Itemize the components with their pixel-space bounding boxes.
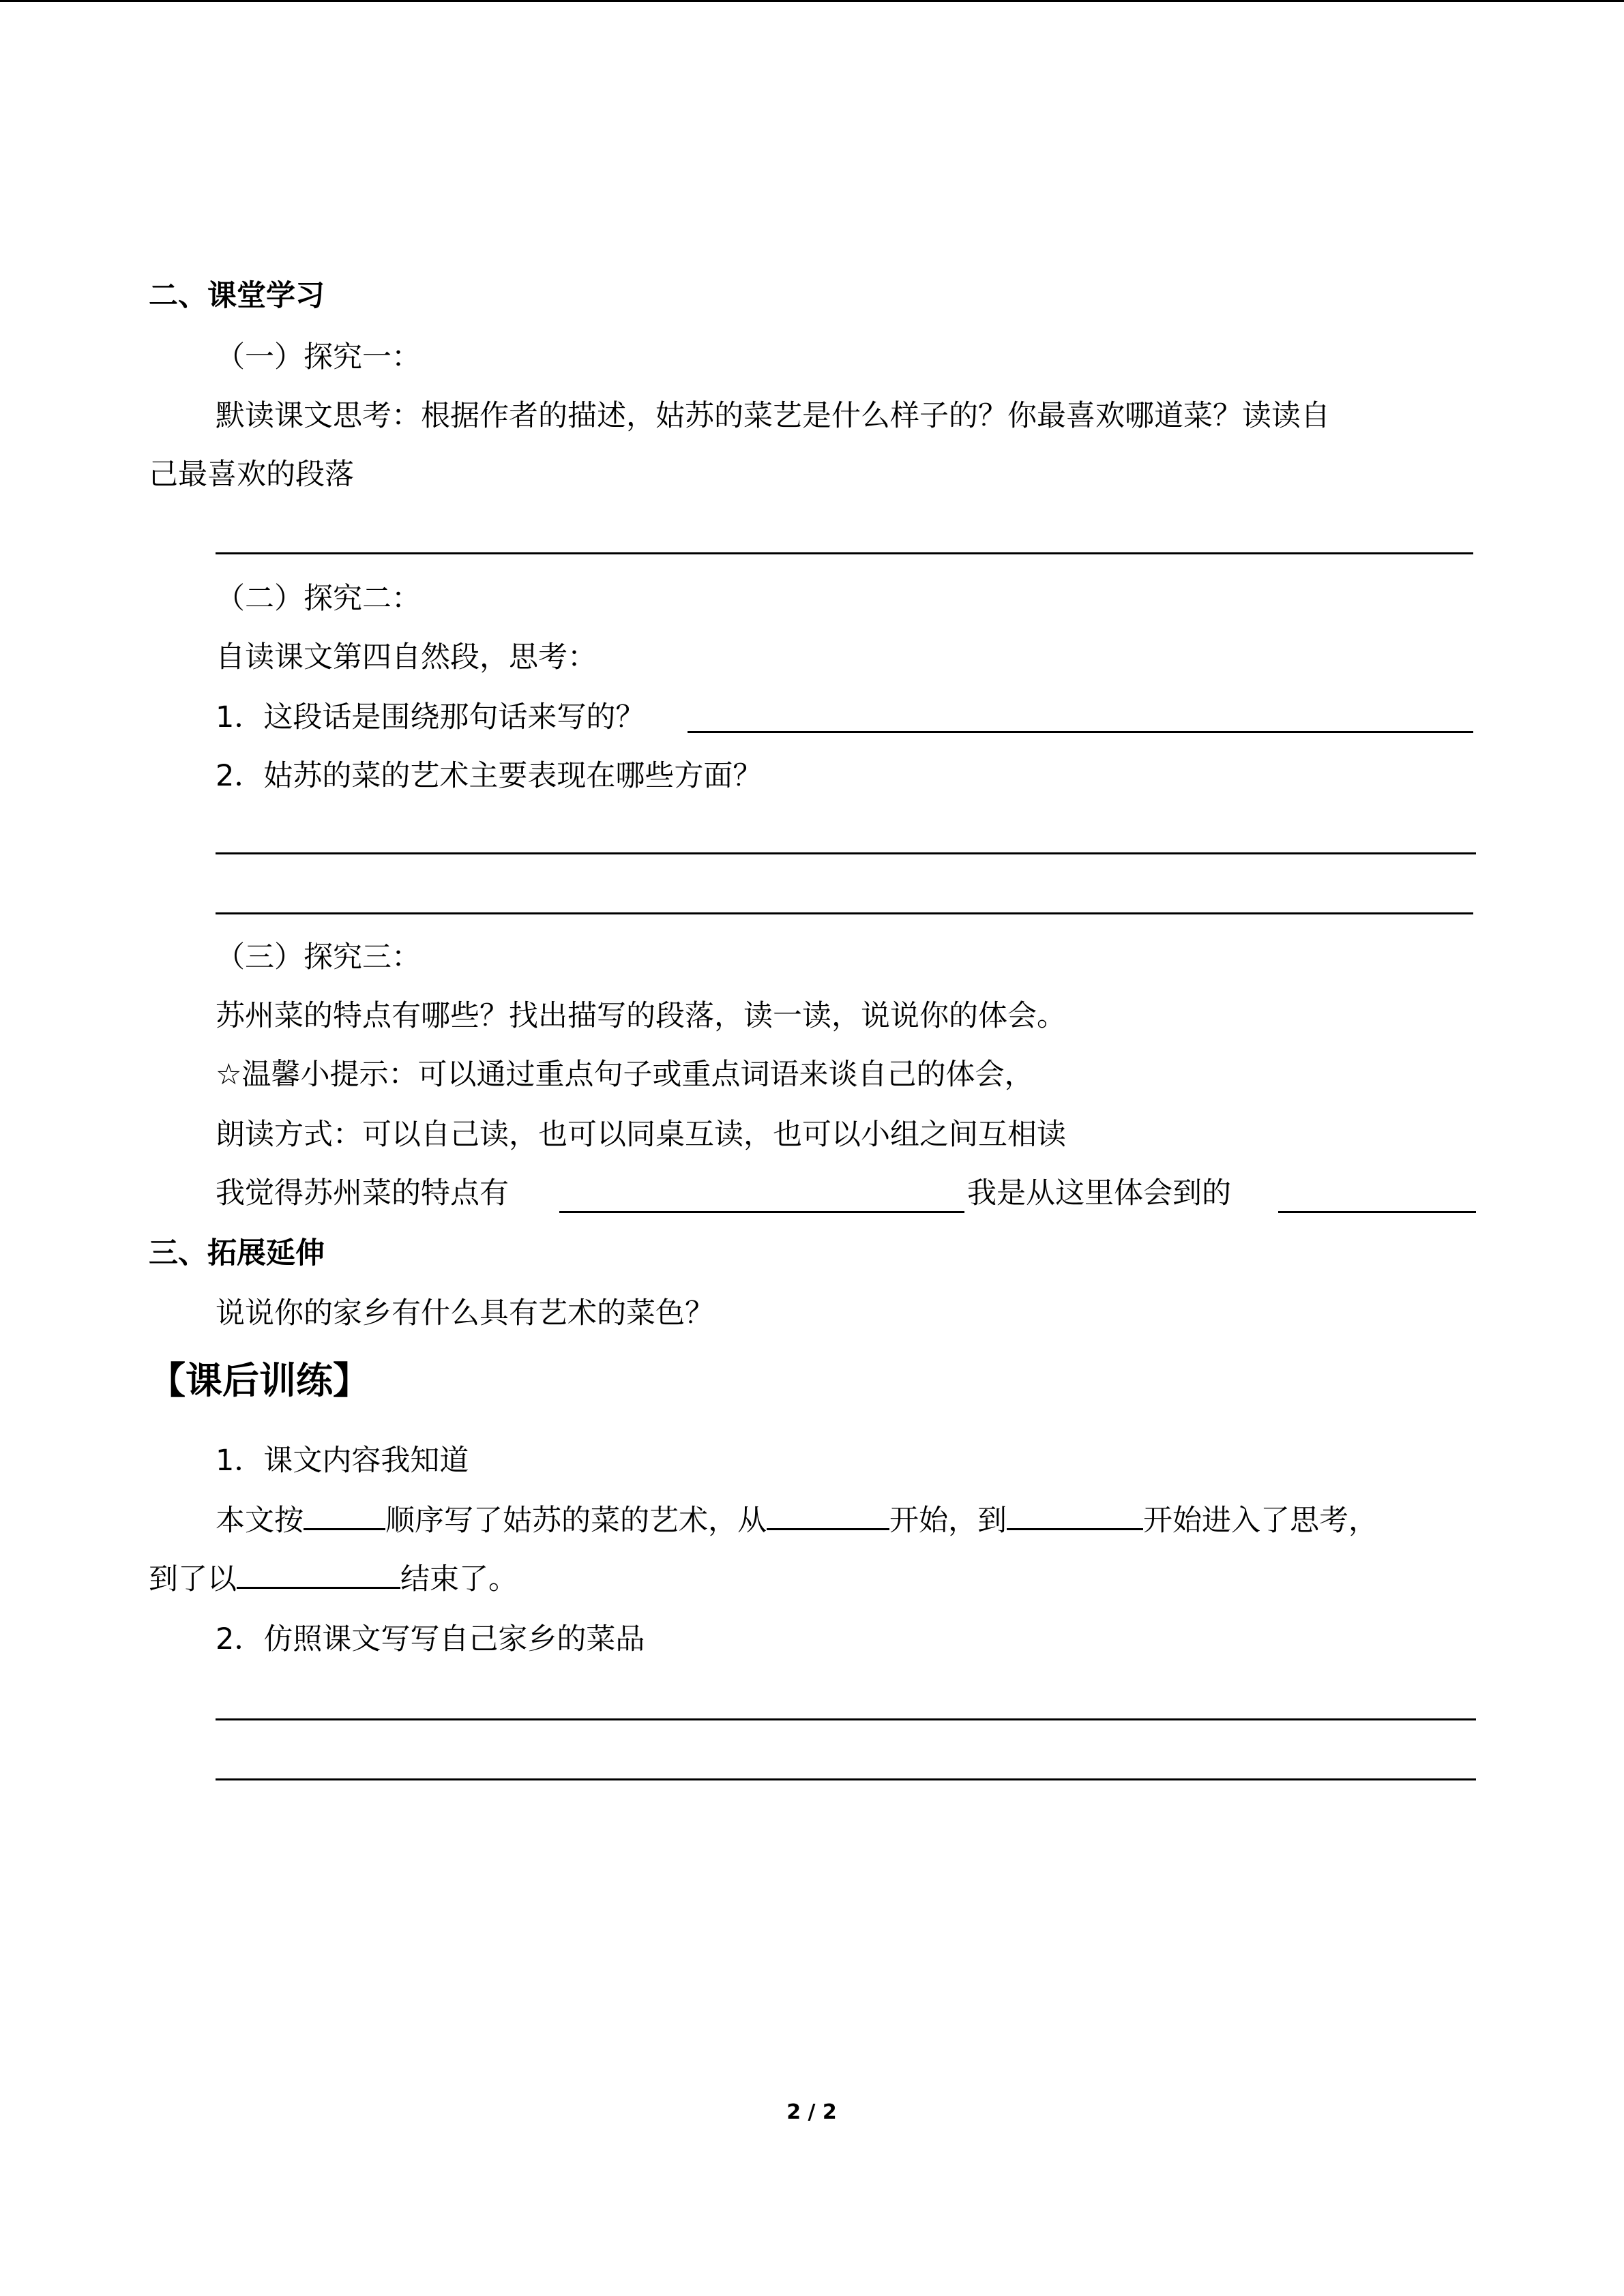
explore3-fill-b: 我是从这里体会到的 — [967, 1176, 1231, 1210]
section-heading-classroom-learning: 二、课堂学习 — [149, 279, 325, 313]
answer-line[interactable] — [216, 1718, 1476, 1720]
explore2-title: （二）探究二： — [216, 582, 421, 616]
fill-blank[interactable] — [237, 1560, 400, 1589]
explore2-question1: 1．这段话是围绕那句话来写的？ — [216, 700, 645, 734]
fill-blank[interactable] — [767, 1501, 889, 1530]
item1-text-part3: 开始，到 — [889, 1504, 1007, 1538]
training-item1-line1 — [216, 1500, 1378, 1541]
answer-line[interactable] — [216, 852, 1476, 854]
item1-text-part6: 结束了。 — [400, 1562, 518, 1596]
extension-question: 说说你的家乡有什么具有艺术的菜色？ — [216, 1296, 714, 1330]
explore1-title: （一）探究一： — [216, 340, 421, 374]
explore3-question: 苏州菜的特点有哪些？找出描写的段落，读一读，说说你的体会。 — [216, 999, 1066, 1033]
section-heading-extension: 三、拓展延伸 — [149, 1236, 325, 1270]
training-item2-title: 2．仿照课文写写自己家乡的菜品 — [216, 1622, 645, 1656]
item1-text-part2: 顺序写了姑苏的菜的艺术，从 — [385, 1504, 767, 1538]
item1-text-part4: 开始进入了思考， — [1143, 1504, 1378, 1538]
fill-blank[interactable] — [1007, 1501, 1143, 1530]
training-item1-line2 — [149, 1559, 518, 1600]
explore3-tip: ☆温馨小提示：可以通过重点句子或重点词语来谈自己的体会， — [216, 1058, 1034, 1092]
item1-text-part1: 本文按 — [216, 1504, 304, 1538]
answer-line[interactable] — [216, 552, 1473, 554]
fill-blank[interactable] — [559, 1211, 964, 1213]
page-number: 2 / 2 — [786, 2100, 837, 2124]
explore3-reading-method: 朗读方式：可以自己读，也可以同桌互读，也可以小组之间互相读 — [216, 1118, 1066, 1152]
top-border — [0, 0, 1624, 2]
training-item1-title: 1．课文内容我知道 — [216, 1444, 469, 1478]
explore3-fill-a: 我觉得苏州菜的特点有 — [216, 1176, 509, 1210]
item1-text-part5: 到了以 — [149, 1562, 237, 1596]
fill-blank[interactable] — [1278, 1211, 1476, 1213]
explore2-question2: 2．姑苏的菜的艺术主要表现在哪些方面？ — [216, 759, 763, 793]
explore1-text-line1: 默读课文思考：根据作者的描述，姑苏的菜艺是什么样子的？你最喜欢哪道菜？读读自 — [216, 399, 1330, 433]
fill-blank[interactable] — [304, 1501, 385, 1530]
after-class-training-heading: 【课后训练】 — [149, 1359, 370, 1402]
answer-line[interactable] — [216, 1778, 1476, 1780]
answer-line[interactable] — [688, 731, 1473, 733]
explore1-text-line2: 己最喜欢的段落 — [149, 458, 354, 492]
explore2-intro: 自读课文第四自然段，思考： — [216, 640, 597, 674]
explore3-title: （三）探究三： — [216, 940, 421, 974]
answer-line[interactable] — [216, 912, 1473, 914]
